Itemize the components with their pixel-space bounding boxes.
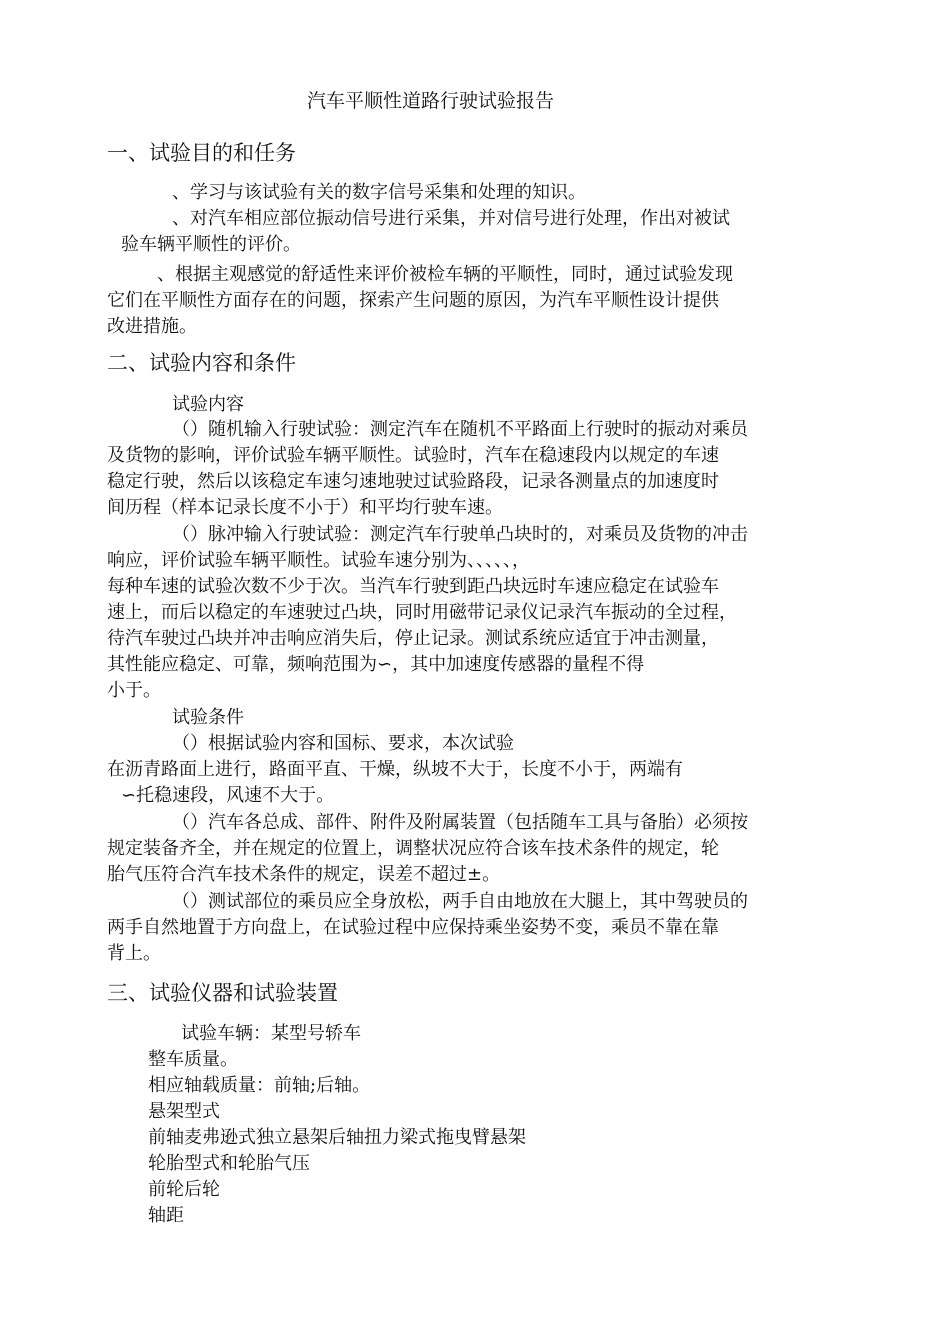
instrument-line-3: 相应轴载质量：前轴;后轴。 — [148, 1075, 371, 1096]
condition-line-7: （）测试部位的乘员应全身放松，两手自由地放在大腿上，其中驾驶员的 — [172, 891, 748, 912]
content-label: 试验内容 — [172, 394, 244, 415]
condition-line-2: 在沥青路面上进行，路面平直、干燥，纵坡不大于，长度不小于，两端有 — [107, 759, 683, 780]
content-line-9: 待汽车驶过凸块并冲击响应消失后，停止记录。测试系统应适宜于冲击测量， — [107, 628, 719, 649]
instrument-line-7: 前轮后轮 — [148, 1179, 220, 1200]
purpose-line-5: 它们在平顺性方面存在的问题，探索产生问题的原因，为汽车平顺性设计提供 — [107, 290, 719, 311]
condition-line-5: 规定装备齐全，并在规定的位置上，调整状况应符合该车技术条件的规定，轮 — [107, 838, 719, 859]
instrument-line-6: 轮胎型式和轮胎气压 — [148, 1153, 310, 1174]
content-line-10: 其性能应稳定、可靠，频响范围为∽，其中加速度传感器的量程不得 — [107, 654, 645, 675]
purpose-line-2: 、对汽车相应部位振动信号进行采集，并对信号进行处理，作出对被试 — [172, 208, 730, 229]
instrument-line-8: 轴距 — [148, 1205, 184, 1226]
content-line-3: 稳定行驶，然后以该稳定车速匀速地驶过试验路段，记录各测量点的加速度时 — [107, 471, 719, 492]
content-line-8: 速上，而后以稳定的车速驶过凸块，同时用磁带记录仪记录汽车振动的全过程， — [107, 602, 737, 623]
condition-line-3: ∽托稳速段，风速不大于。 — [121, 785, 335, 806]
purpose-line-1: 、学习与该试验有关的数字信号采集和处理的知识。 — [172, 182, 586, 203]
content-line-2: 及货物的影响，评价试验车辆平顺性。试验时，汽车在稳速段内以规定的车速 — [107, 445, 719, 466]
condition-line-1: （）根据试验内容和国标、要求，本次试验 — [172, 733, 514, 754]
instrument-line-1: 试验车辆：某型号轿车 — [181, 1023, 361, 1044]
content-line-6: 响应，评价试验车辆平顺性。试验车速分别为、、、、、， — [107, 550, 530, 571]
section-heading-instruments: 三、试验仪器和试验装置 — [107, 981, 338, 1005]
content-line-11: 小于。 — [107, 680, 161, 701]
section-heading-purpose: 一、试验目的和任务 — [107, 141, 296, 165]
purpose-line-3: 验车辆平顺性的评价。 — [121, 234, 301, 255]
content-line-7: 每种车速的试验次数不少于次。当汽车行驶到距凸块远时车速应稳定在试验车 — [107, 576, 719, 597]
condition-line-8: 两手自然地置于方向盘上，在试验过程中应保持乘坐姿势不变，乘员不靠在靠 — [107, 917, 719, 938]
condition-line-6: 胎气压符合汽车技术条件的规定，误差不超过±。 — [107, 864, 501, 885]
purpose-line-4: 、根据主观感觉的舒适性来评价被检车辆的平顺性，同时，通过试验发现 — [157, 264, 733, 285]
instrument-line-5: 前轴麦弗逊式独立悬架后轴扭力梁式拖曳臂悬架 — [148, 1127, 526, 1148]
content-line-4: 间历程（样本记录长度不小于）和平均行驶车速。 — [107, 497, 503, 518]
content-line-5: （）脉冲输入行驶试验：测定汽车行驶单凸块时的，对乘员及货物的冲击 — [172, 524, 748, 545]
instrument-line-4: 悬架型式 — [148, 1101, 220, 1122]
instrument-line-2: 整车质量。 — [148, 1049, 238, 1070]
condition-line-4: （）汽车各总成、部件、附件及附属装置（包括随车工具与备胎）必须按 — [172, 812, 748, 833]
section-heading-content-conditions: 二、试验内容和条件 — [107, 351, 296, 375]
purpose-line-6: 改进措施。 — [107, 316, 197, 337]
condition-line-9: 背上。 — [107, 943, 161, 964]
page-title: 汽车平顺性道路行驶试验报告 — [307, 90, 555, 112]
conditions-label: 试验条件 — [172, 707, 244, 728]
content-line-1: （）随机输入行驶试验：测定汽车在随机不平路面上行驶时的振动对乘员 — [172, 419, 748, 440]
